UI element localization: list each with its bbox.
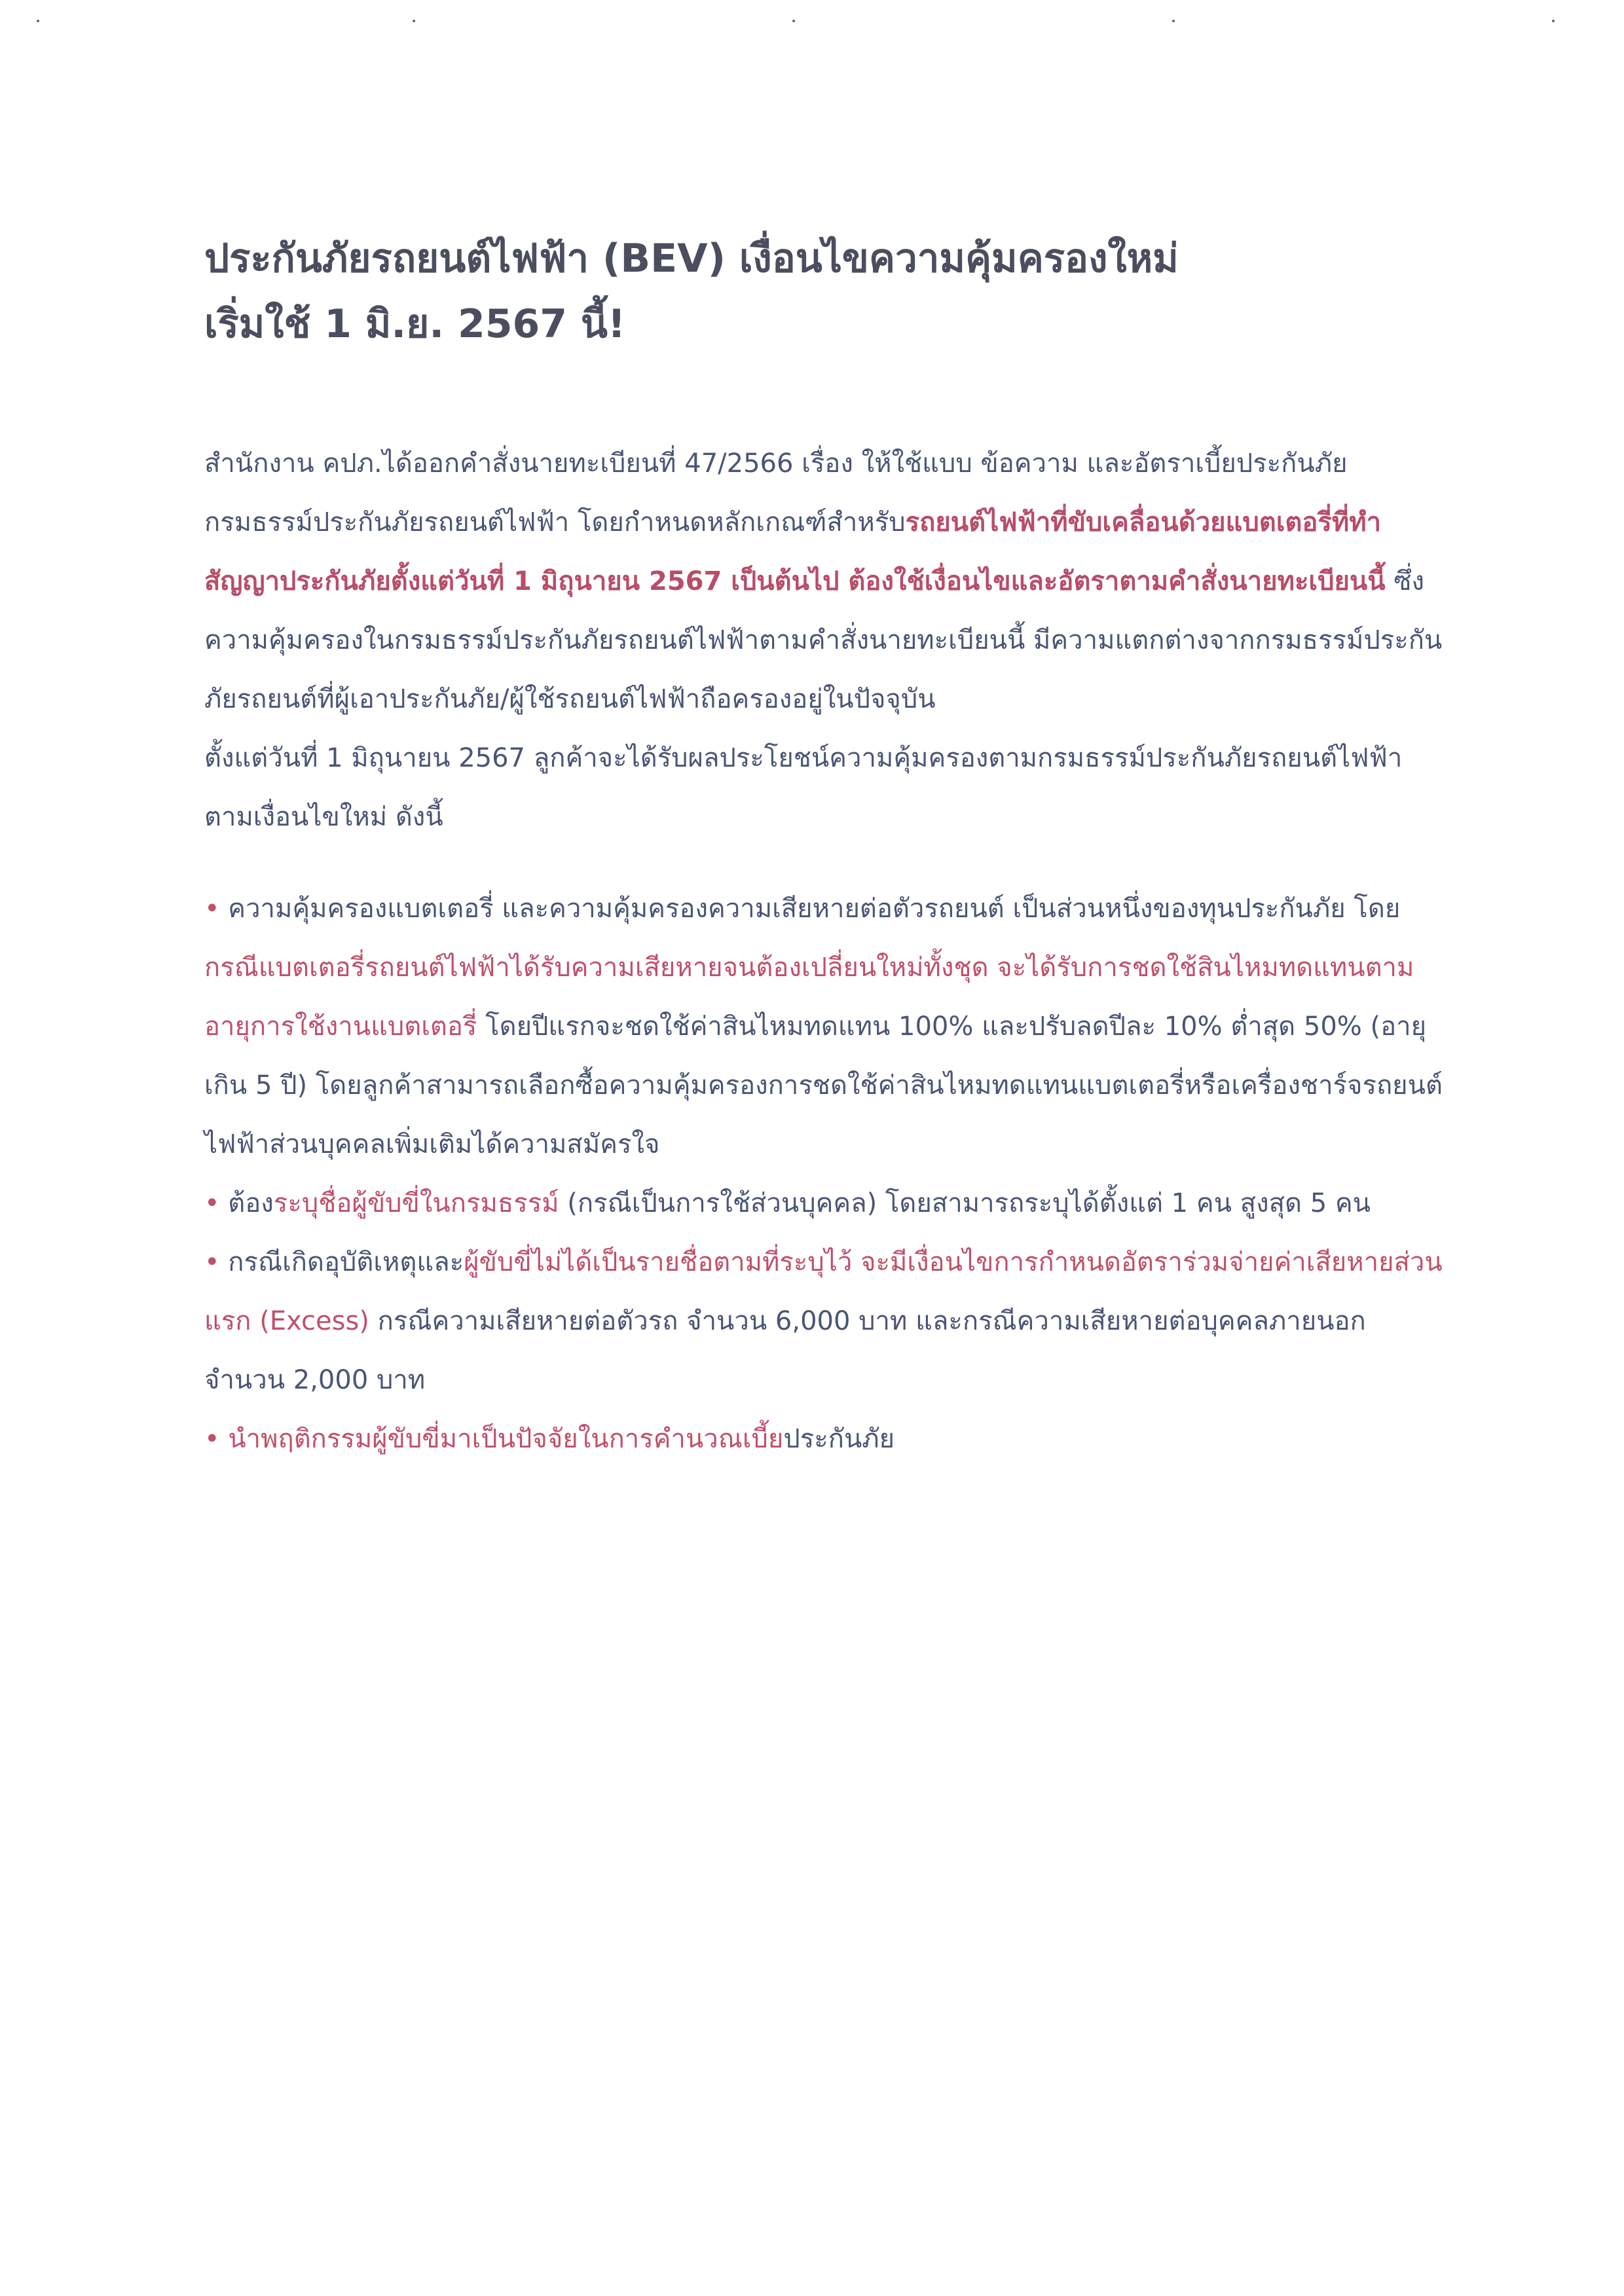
intro-section bbox=[204, 434, 1449, 847]
document-page bbox=[204, 226, 1449, 1468]
scan-speck bbox=[792, 20, 795, 22]
bullet-marker: • bbox=[204, 894, 220, 924]
conditions-list bbox=[204, 879, 1449, 1468]
intro-text: ซึ่งความคุ้มครองในกรมธรรม์ประกันภัยรถยนต์ไฟฟ้าตามคำสั่งนายทะเบียนนี้ มีความแตกต่างจากกรมธรรม์ประกันภัยรถยนต์ที่ผู้เอาประกันภัย/ผู้ใช้รถยนต์ไฟฟ้าถือครองอยู่ในปัจจุบัน bbox=[204, 566, 1443, 714]
condition-highlight: นำพฤติกรรมผู้ขับขี่มาเป็นปัจจัยในการคำนวณเบี้ย bbox=[228, 1424, 784, 1454]
condition-item-battery bbox=[204, 879, 1449, 1174]
condition-text: กรณีความเสียหายต่อตัวรถ จำนวน 6,000 บาท และกรณีความเสียหายต่อบุคคลภายนอก จำนวน 2,000 บาท bbox=[204, 1306, 1366, 1395]
condition-text: กรณีเกิดอุบัติเหตุและ bbox=[219, 1247, 464, 1277]
title-line-1: ประกันภัยรถยนต์ไฟฟ้า (BEV) เงื่อนไขความคุ้มครองใหม่ bbox=[204, 236, 1179, 282]
condition-highlight: ระบุชื่อผู้ขับขี่ในกรมธรรม์ bbox=[273, 1188, 559, 1218]
title-line-2: เริ่มใช้ 1 มิ.ย. 2567 นี้! bbox=[204, 301, 626, 347]
scan-speck bbox=[413, 20, 415, 22]
condition-text: ต้อง bbox=[219, 1188, 274, 1218]
condition-text bbox=[220, 1424, 229, 1454]
document-title bbox=[204, 226, 1449, 357]
intro-paragraph-2: ตั้งแต่วันที่ 1 มิถุนายน 2567 ลูกค้าจะได้รับผลประโยชน์ความคุ้มครองตามกรมธรรม์ประกันภัยรถยนต์ไฟฟ้า ตามเงื่อนไขใหม่ ดังนี้ bbox=[204, 743, 1403, 832]
condition-text: ประกันภัย bbox=[783, 1424, 895, 1454]
intro-highlight: รถยนต์ไฟฟ้าที่ขับเคลื่อนด้วยแบตเตอรี่ที่ทำสัญญาประกันภัยตั้งแต่วันที่ 1 มิถุนายน 2567 เป็นต้นไป ต้องใช้เงื่อนไขและอัตราตามคำสั่งนายทะเบียนนี้ bbox=[204, 507, 1386, 596]
scan-speck bbox=[1552, 20, 1555, 22]
scan-speck bbox=[1172, 20, 1175, 22]
condition-item-driver-behavior bbox=[204, 1410, 1449, 1468]
condition-text: (กรณีเป็นการใช้ส่วนบุคคล) โดยสามารถระบุได้ตั้งแต่ 1 คน สูงสุด 5 คน bbox=[559, 1188, 1371, 1218]
condition-text: โดยปีแรกจะชดใช้ค่าสินไหมทดแทน 100% และปรับลดปีละ 10% ต่ำสุด 50% (อายุเกิน 5 ปี) โดยลูกค้าสามารถเลือกซื้อความคุ้มครองการชดใช้ค่าสินไหมทดแทนแบตเตอรี่หรือเครื่องชาร์จรถยนต์ไฟฟ้าส่วนบุคคลเพิ่มเติมได้ความสมัครใจ bbox=[204, 1011, 1443, 1159]
bullet-marker: • bbox=[204, 1188, 220, 1218]
bullet-marker: • bbox=[204, 1424, 220, 1454]
condition-item-named-driver bbox=[204, 1174, 1449, 1233]
condition-text: ความคุ้มครองแบตเตอรี่ และความคุ้มครองความเสียหายต่อตัวรถยนต์ เป็นส่วนหนึ่งของทุนประกันภัย โดย bbox=[219, 894, 1401, 924]
intro-paragraph-1 bbox=[204, 434, 1449, 729]
condition-highlight: กรณีแบตเตอรี่รถยนต์ไฟฟ้าได้รับความเสียหายจนต้องเปลี่ยนใหม่ทั้งชุด จะได้รับการชดใช้สินไหมทดแทนตามอายุการใช้งานแบตเตอรี่ bbox=[204, 953, 1414, 1042]
intro-text: สำนักงาน คปภ.ได้ออกคำสั่งนายทะเบียนที่ 47/2566 เรื่อง ให้ใช้แบบ ข้อความ และอัตราเบี้ยประกันภัย กรมธรรม์ประกันภัยรถยนต์ไฟฟ้า โดยกำหนดหลักเกณฑ์สำหรับ bbox=[204, 448, 1348, 538]
condition-item-excess bbox=[204, 1233, 1449, 1410]
condition-highlight: ผู้ขับขี่ไม่ได้เป็นรายชื่อตามที่ระบุไว้ จะมีเงื่อนไขการกำหนดอัตราร่วมจ่ายค่าเสียหายส่วนแรก (Excess) bbox=[204, 1247, 1443, 1336]
bullet-marker: • bbox=[204, 1247, 220, 1277]
scan-speck bbox=[37, 20, 39, 22]
